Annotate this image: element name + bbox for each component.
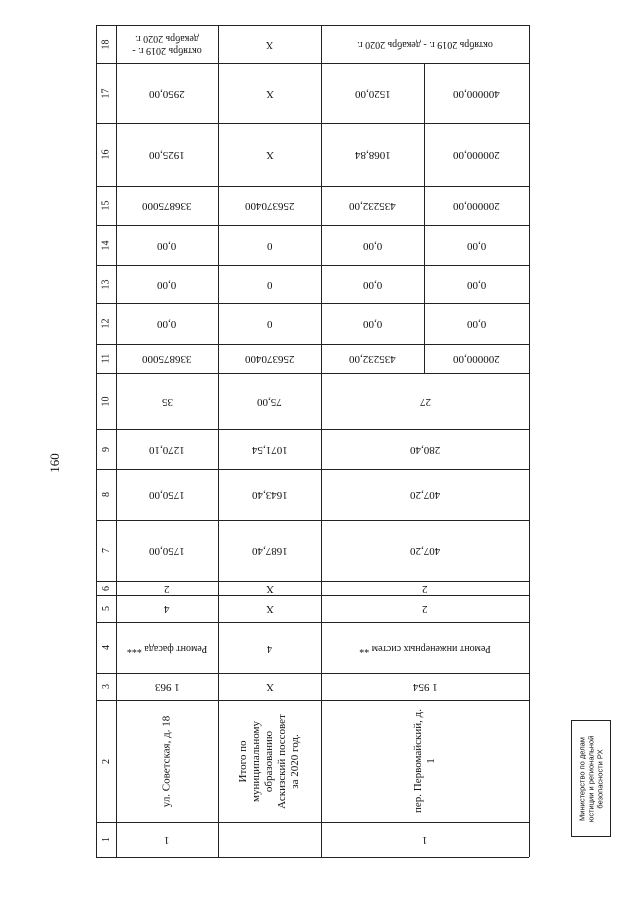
row-b-cell-text: 75,00 bbox=[257, 395, 282, 408]
row-c-cell-text: 1068,84 bbox=[354, 149, 391, 161]
row-b-cell-text: X bbox=[265, 39, 274, 50]
column-number bbox=[96, 303, 116, 344]
row-c-cell-text: пер. Первомайский, д. 1 bbox=[412, 709, 437, 814]
row-c-cell-text: 1 bbox=[422, 834, 428, 846]
column-number-text: 4 bbox=[100, 645, 112, 650]
column-number bbox=[96, 265, 116, 303]
row-a-cell-text: 336875000 bbox=[142, 200, 192, 212]
column-number bbox=[96, 123, 116, 186]
column-number-text: 2 bbox=[100, 758, 112, 764]
row-rule bbox=[96, 857, 529, 858]
row-c-cell-text: 435232,00 bbox=[349, 353, 396, 365]
row-b-cell bbox=[218, 225, 321, 265]
column-number bbox=[96, 63, 116, 123]
column-number bbox=[96, 373, 116, 429]
column-number bbox=[96, 344, 116, 373]
row-a-cell-text: 0,00 bbox=[157, 239, 177, 252]
column-number bbox=[96, 429, 116, 469]
column-number-text: 13 bbox=[100, 279, 112, 289]
column-number-text: 17 bbox=[100, 88, 112, 98]
row-c-cell bbox=[424, 123, 529, 186]
row-b-cell bbox=[218, 303, 321, 344]
row-c-cell bbox=[424, 344, 529, 373]
column-number bbox=[96, 186, 116, 225]
row-c-cell bbox=[321, 581, 529, 595]
row-a-cell bbox=[116, 700, 218, 822]
row-a-cell-text: 1750,00 bbox=[149, 545, 185, 557]
row-b-cell-text: 1071,54 bbox=[251, 443, 288, 456]
row-b-cell bbox=[218, 25, 321, 63]
page-number: 160 bbox=[47, 453, 62, 473]
row-a-cell bbox=[116, 469, 218, 520]
column-number bbox=[96, 469, 116, 520]
row-a-cell bbox=[116, 373, 218, 429]
row-c-cell bbox=[321, 822, 529, 857]
row-a-cell-text: 1925,00 bbox=[149, 149, 185, 161]
row-c-cell-text: 1520,00 bbox=[354, 87, 391, 100]
row-b-cell bbox=[218, 622, 321, 673]
row-b-cell-text: 0 bbox=[266, 239, 273, 252]
row-c-cell bbox=[321, 186, 424, 225]
row-b-cell bbox=[218, 123, 321, 186]
row-b-cell-text: X bbox=[265, 603, 274, 615]
column-number-text: 6 bbox=[100, 585, 112, 591]
row-c-cell bbox=[321, 25, 529, 63]
row-a-cell-text: ул. Советская, д. 18 bbox=[160, 715, 173, 807]
row-c-cell bbox=[321, 344, 424, 373]
row-b-cell bbox=[218, 186, 321, 225]
column-number-text: 5 bbox=[100, 606, 112, 611]
row-a-cell bbox=[116, 520, 218, 581]
column-number bbox=[96, 822, 116, 857]
row-b-cell bbox=[218, 595, 321, 622]
column-number bbox=[96, 520, 116, 581]
row-a-cell bbox=[116, 225, 218, 265]
column-number-text: 15 bbox=[100, 200, 112, 211]
row-c-cell bbox=[321, 303, 424, 344]
row-a-cell bbox=[116, 63, 218, 123]
column-number-text: 10 bbox=[100, 396, 112, 406]
row-c-cell-text: Ремонт инженерных систем ** bbox=[359, 642, 491, 654]
row-c-cell-text: 0,00 bbox=[362, 239, 383, 252]
column-number-text: 16 bbox=[100, 149, 112, 160]
column-number bbox=[96, 225, 116, 265]
row-c-cell bbox=[321, 429, 529, 469]
row-a-cell bbox=[116, 265, 218, 303]
row-b-cell-text: 0 bbox=[266, 318, 273, 330]
row-c-cell bbox=[321, 520, 529, 581]
row-c-cell-text: 280,40 bbox=[409, 443, 441, 456]
row-b-cell bbox=[218, 265, 321, 303]
row-b-cell-text: 4 bbox=[267, 642, 272, 654]
row-a-cell bbox=[116, 622, 218, 673]
row-c-cell bbox=[321, 700, 529, 822]
row-a-cell bbox=[116, 303, 218, 344]
column-number bbox=[96, 622, 116, 673]
column-number bbox=[96, 581, 116, 595]
row-c-cell-text: 2 bbox=[422, 582, 428, 595]
row-c-cell bbox=[321, 265, 424, 303]
row-b-cell-text: X bbox=[265, 87, 274, 100]
row-a-cell-text: 2950,00 bbox=[149, 87, 185, 100]
row-c-cell bbox=[321, 123, 424, 186]
row-c-cell-text: 0,00 bbox=[466, 239, 487, 252]
row-c-cell bbox=[321, 673, 529, 700]
row-a-cell bbox=[116, 25, 218, 63]
row-c-cell-text: 0,00 bbox=[466, 318, 487, 330]
row-c-cell bbox=[424, 225, 529, 265]
row-a-cell bbox=[116, 123, 218, 186]
row-c-cell-text: 200000,00 bbox=[453, 200, 500, 212]
row-c-cell bbox=[424, 63, 529, 123]
row-c-cell bbox=[321, 225, 424, 265]
row-b-cell-text: 256370400 bbox=[244, 353, 295, 365]
column-number-text: 7 bbox=[100, 548, 112, 553]
row-b-cell bbox=[218, 344, 321, 373]
row-a-cell bbox=[116, 673, 218, 700]
row-b-cell bbox=[218, 673, 321, 700]
column-number bbox=[96, 700, 116, 822]
column-number bbox=[96, 673, 116, 700]
row-c-cell bbox=[321, 469, 529, 520]
row-a-cell-text: 4 bbox=[164, 603, 170, 615]
row-a-cell bbox=[116, 822, 218, 857]
row-c-cell-text: 0,00 bbox=[466, 278, 487, 291]
stamp-text: Министерство по делам юстиции и региональной безопасности РХ bbox=[577, 735, 605, 822]
row-c-cell-text: 200000,00 bbox=[453, 149, 500, 161]
row-b-cell-text: 256370400 bbox=[244, 200, 295, 212]
column-number-text: 12 bbox=[100, 318, 112, 329]
row-b-cell bbox=[218, 63, 321, 123]
row-a-cell-text: Ремонт фасада *** bbox=[126, 642, 208, 654]
column-number-text: 1 bbox=[100, 837, 112, 842]
row-c-cell bbox=[321, 63, 424, 123]
row-c-cell-text: 1 954 bbox=[412, 681, 438, 693]
row-c-cell-text: октябрь 2019 г. - декабрь 2020 г. bbox=[357, 39, 493, 50]
row-b-cell bbox=[218, 581, 321, 595]
row-a-cell bbox=[116, 344, 218, 373]
data-table bbox=[96, 25, 529, 857]
row-b-cell-text: Итого по муниципальному образованию Аскизский поссовет за 2020 год. bbox=[237, 713, 301, 809]
row-c-cell bbox=[424, 303, 529, 344]
row-c-cell bbox=[424, 186, 529, 225]
ministry-stamp bbox=[571, 720, 611, 837]
row-c-cell-text: 2 bbox=[422, 603, 428, 615]
row-c-cell bbox=[321, 373, 529, 429]
row-b-cell-text: 1687,40 bbox=[251, 545, 288, 557]
row-b-cell bbox=[218, 520, 321, 581]
row-a-cell bbox=[116, 581, 218, 595]
row-c-cell bbox=[321, 622, 529, 673]
row-a-cell-text: октябрь 2019 г. - декабрь 2020 г. bbox=[132, 33, 202, 56]
row-b-cell-text: X bbox=[265, 681, 274, 693]
column-number bbox=[96, 595, 116, 622]
row-c-cell-text: 0,00 bbox=[362, 278, 383, 291]
row-a-cell-text: 0,00 bbox=[157, 318, 177, 330]
column-rule bbox=[529, 25, 530, 857]
row-a-cell bbox=[116, 429, 218, 469]
row-a-cell-text: 1750,00 bbox=[149, 489, 185, 501]
row-a-cell-text: 2 bbox=[164, 582, 170, 595]
row-b-cell-text: 0 bbox=[266, 278, 273, 291]
column-number-text: 11 bbox=[100, 353, 112, 364]
column-number-text: 3 bbox=[100, 684, 112, 689]
row-b-cell bbox=[218, 373, 321, 429]
row-a-cell-text: 1 bbox=[164, 834, 170, 846]
row-b-cell-text: X bbox=[265, 149, 274, 161]
row-c-cell-text: 435232,00 bbox=[349, 200, 396, 212]
row-b-cell-text: 1643,40 bbox=[251, 489, 288, 501]
row-b-cell bbox=[218, 429, 321, 469]
row-a-cell bbox=[116, 595, 218, 622]
row-a-cell-text: 35 bbox=[161, 395, 173, 408]
row-c-cell-text: 407,20 bbox=[409, 489, 441, 501]
row-c-cell-text: 200000,00 bbox=[453, 353, 500, 365]
row-b-cell bbox=[218, 700, 321, 822]
row-c-cell-text: 407,20 bbox=[409, 545, 441, 557]
row-c-cell-text: 0,00 bbox=[362, 318, 383, 330]
row-a-cell-text: 0,00 bbox=[157, 278, 177, 291]
column-number-text: 8 bbox=[100, 492, 112, 497]
column-number-text: 14 bbox=[100, 240, 112, 250]
row-b-cell-text: X bbox=[265, 582, 274, 595]
column-number bbox=[96, 25, 116, 63]
column-number-text: 18 bbox=[100, 39, 112, 49]
column-number-text: 9 bbox=[100, 446, 112, 452]
row-c-cell-text: 400000,00 bbox=[453, 87, 500, 100]
row-a-cell-text: 1270,10 bbox=[149, 443, 185, 456]
row-c-cell-text: 27 bbox=[419, 395, 431, 408]
row-a-cell-text: 336875000 bbox=[142, 353, 192, 365]
row-a-cell-text: 1 963 bbox=[154, 681, 180, 693]
row-a-cell bbox=[116, 186, 218, 225]
row-c-cell bbox=[424, 265, 529, 303]
row-b-cell bbox=[218, 469, 321, 520]
row-c-cell bbox=[321, 595, 529, 622]
